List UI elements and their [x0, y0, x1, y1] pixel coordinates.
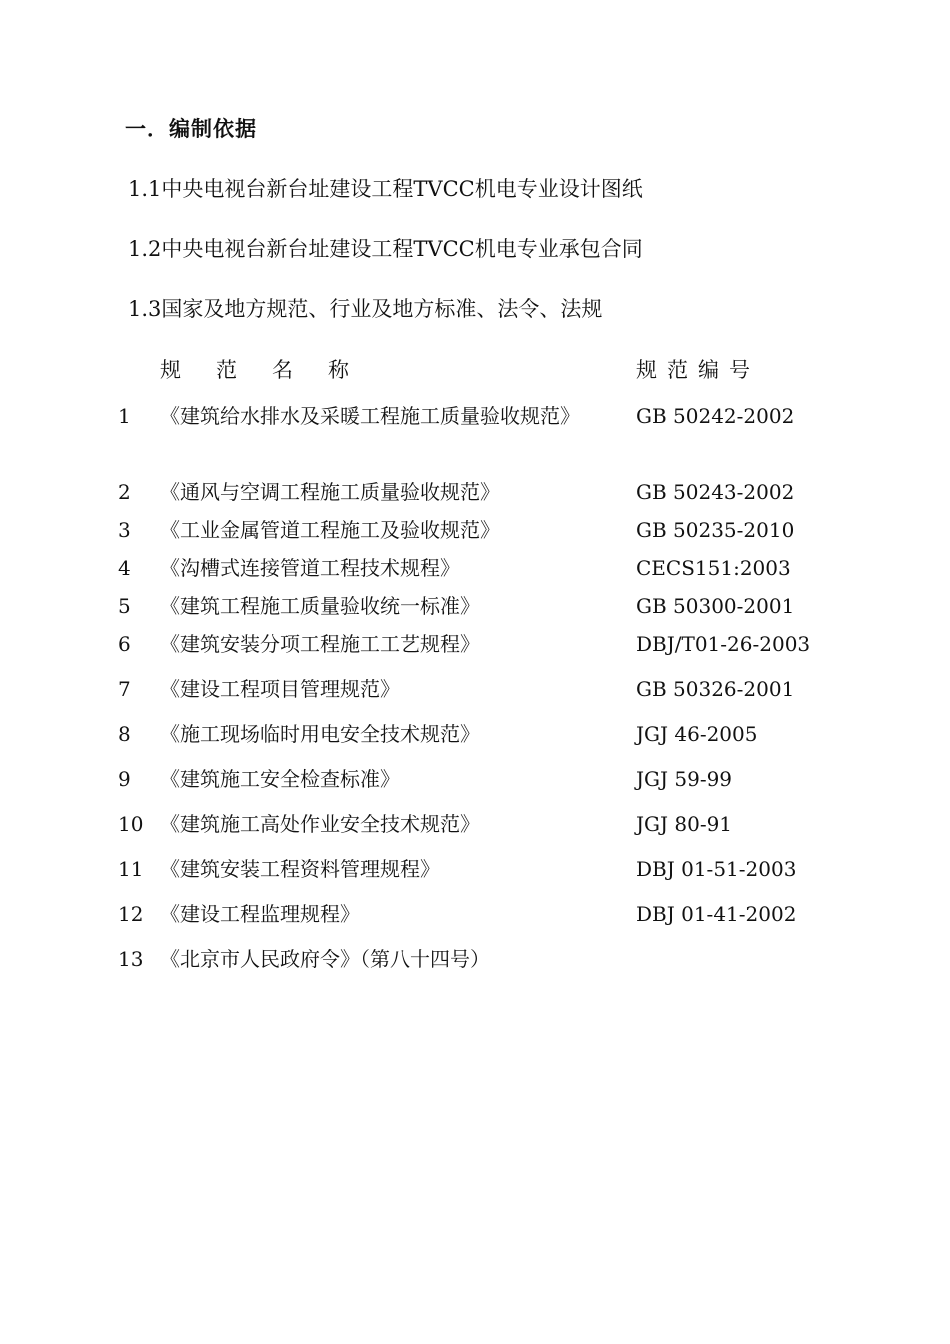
standard-title: 《建筑安装分项工程施工工艺规程》: [160, 632, 480, 656]
row-number: 13: [118, 947, 144, 971]
standard-code: DBJ/T01-26-2003: [636, 632, 811, 656]
row-number: 8: [118, 722, 131, 746]
standard-title: 《建筑施工安全检查标准》: [160, 767, 400, 791]
standard-code: GB 50235-2010: [636, 518, 795, 542]
standard-title: 《北京市人民政府令》（第八十四号）: [160, 947, 490, 971]
standard-title: 《施工现场临时用电安全技术规范》: [160, 722, 480, 746]
standard-code: GB 50300-2001: [636, 594, 795, 618]
standard-code: JGJ 46-2005: [636, 722, 758, 746]
row-number: 2: [118, 480, 131, 504]
basis-item-1: 1.1中央电视台新台址建设工程TVCC机电专业设计图纸: [128, 177, 643, 201]
standard-title: 《建设工程监理规程》: [160, 902, 360, 926]
standard-code: DBJ 01-41-2002: [636, 902, 797, 926]
row-number: 6: [118, 632, 131, 656]
standard-code: JGJ 80-91: [636, 812, 733, 836]
row-number: 4: [118, 556, 131, 580]
row-number: 7: [118, 677, 131, 701]
standard-title: 《建筑安装工程资料管理规程》: [160, 857, 440, 881]
row-number: 11: [118, 857, 144, 881]
row-number: 5: [118, 594, 131, 618]
standard-title: 《建设工程项目管理规范》: [160, 677, 400, 701]
standard-title: 《通风与空调工程施工质量验收规范》: [160, 480, 500, 504]
standard-code: DBJ 01-51-2003: [636, 857, 797, 881]
standard-title: 《沟槽式连接管道工程技术规程》: [160, 556, 460, 580]
row-number: 1: [118, 404, 131, 428]
row-number: 3: [118, 518, 131, 542]
standard-code: CECS151:2003: [636, 556, 791, 580]
section-heading: 一．编制依据: [125, 116, 257, 141]
standard-title: 《建筑施工高处作业安全技术规范》: [160, 812, 480, 836]
standard-title: 《建筑工程施工质量验收统一标准》: [160, 594, 480, 618]
basis-item-2: 1.2中央电视台新台址建设工程TVCC机电专业承包合同: [128, 237, 643, 261]
standard-code: GB 50243-2002: [636, 480, 795, 504]
standard-code: JGJ 59-99: [636, 767, 733, 791]
column-header-code: 规 范 编 号: [636, 358, 750, 382]
row-number: 9: [118, 767, 131, 791]
row-number: 12: [118, 902, 144, 926]
standard-code: GB 50242-2002: [636, 404, 795, 428]
column-header-name: 规 范 名 称: [160, 358, 349, 382]
basis-item-3: 1.3国家及地方规范、行业及地方标准、法令、法规: [128, 297, 603, 321]
standard-title: 《建筑给水排水及采暖工程施工质量验收规范》: [160, 404, 580, 428]
standard-title: 《工业金属管道工程施工及验收规范》: [160, 518, 500, 542]
standard-code: GB 50326-2001: [636, 677, 795, 701]
row-number: 10: [118, 812, 144, 836]
